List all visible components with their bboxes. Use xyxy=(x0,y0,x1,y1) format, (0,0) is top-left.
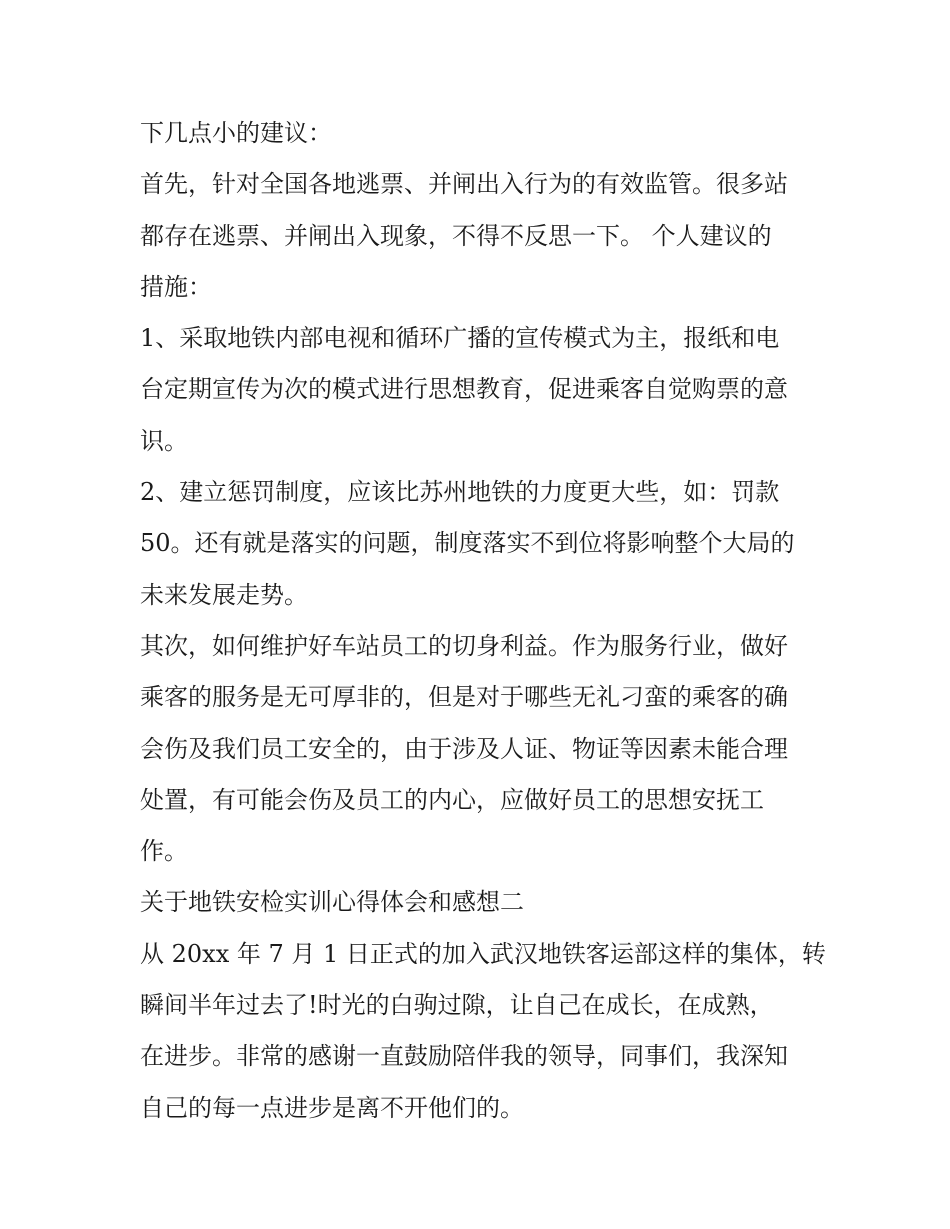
text-line: 在进步。非常的感谢一直鼓励陪伴我的领导，同事们，我深知 xyxy=(140,1042,788,1071)
text-line: 会伤及我们员工安全的，由于涉及人证、物证等因素未能合理 xyxy=(140,734,788,763)
text-line: 50。还有就是落实的问题，制度落实不到位将影响整个大局的 xyxy=(140,529,795,558)
text-line: 首先，针对全国各地逃票、并闸出入行为的有效监管。很多站 xyxy=(140,170,788,199)
text-line: 作。 xyxy=(140,837,188,866)
text-line: 措施： xyxy=(140,272,212,301)
text-line: 识。 xyxy=(140,426,188,455)
text-line: 处置，有可能会伤及员工的内心，应做好员工的思想安抚工 xyxy=(140,785,764,814)
text-line: 未来发展走势。 xyxy=(140,580,308,609)
text-line: 自己的每一点进步是离不开他们的。 xyxy=(140,1093,524,1122)
text-line: 下几点小的建议： xyxy=(140,119,332,147)
text-line: 从 20xx 年 7 月 1 日正式的加入武汉地铁客运部这样的集体，转 xyxy=(140,939,826,968)
text-line: 其次，如何维护好车站员工的切身利益。作为服务行业，做好 xyxy=(140,631,788,660)
section-heading: 关于地铁安检实训心得体会和感想二 xyxy=(140,888,524,917)
text-line: 都存在逃票、并闸出入现象，不得不反思一下。 个人建议的 xyxy=(140,221,772,250)
text-line: 1、采取地铁内部电视和循环广播的宣传模式为主，报纸和电 xyxy=(140,324,780,353)
text-line: 2、建立惩罚制度，应该比苏州地铁的力度更大些，如：罚款 xyxy=(140,478,780,507)
document-body xyxy=(140,108,826,1134)
text-line: 瞬间半年过去了!时光的白驹过隙，让自己在成长，在成熟， xyxy=(140,991,774,1020)
text-line: 乘客的服务是无可厚非的，但是对于哪些无礼刁蛮的乘客的确 xyxy=(140,683,788,712)
text-line: 台定期宣传为次的模式进行思想教育，促进乘客自觉购票的意 xyxy=(140,375,788,404)
